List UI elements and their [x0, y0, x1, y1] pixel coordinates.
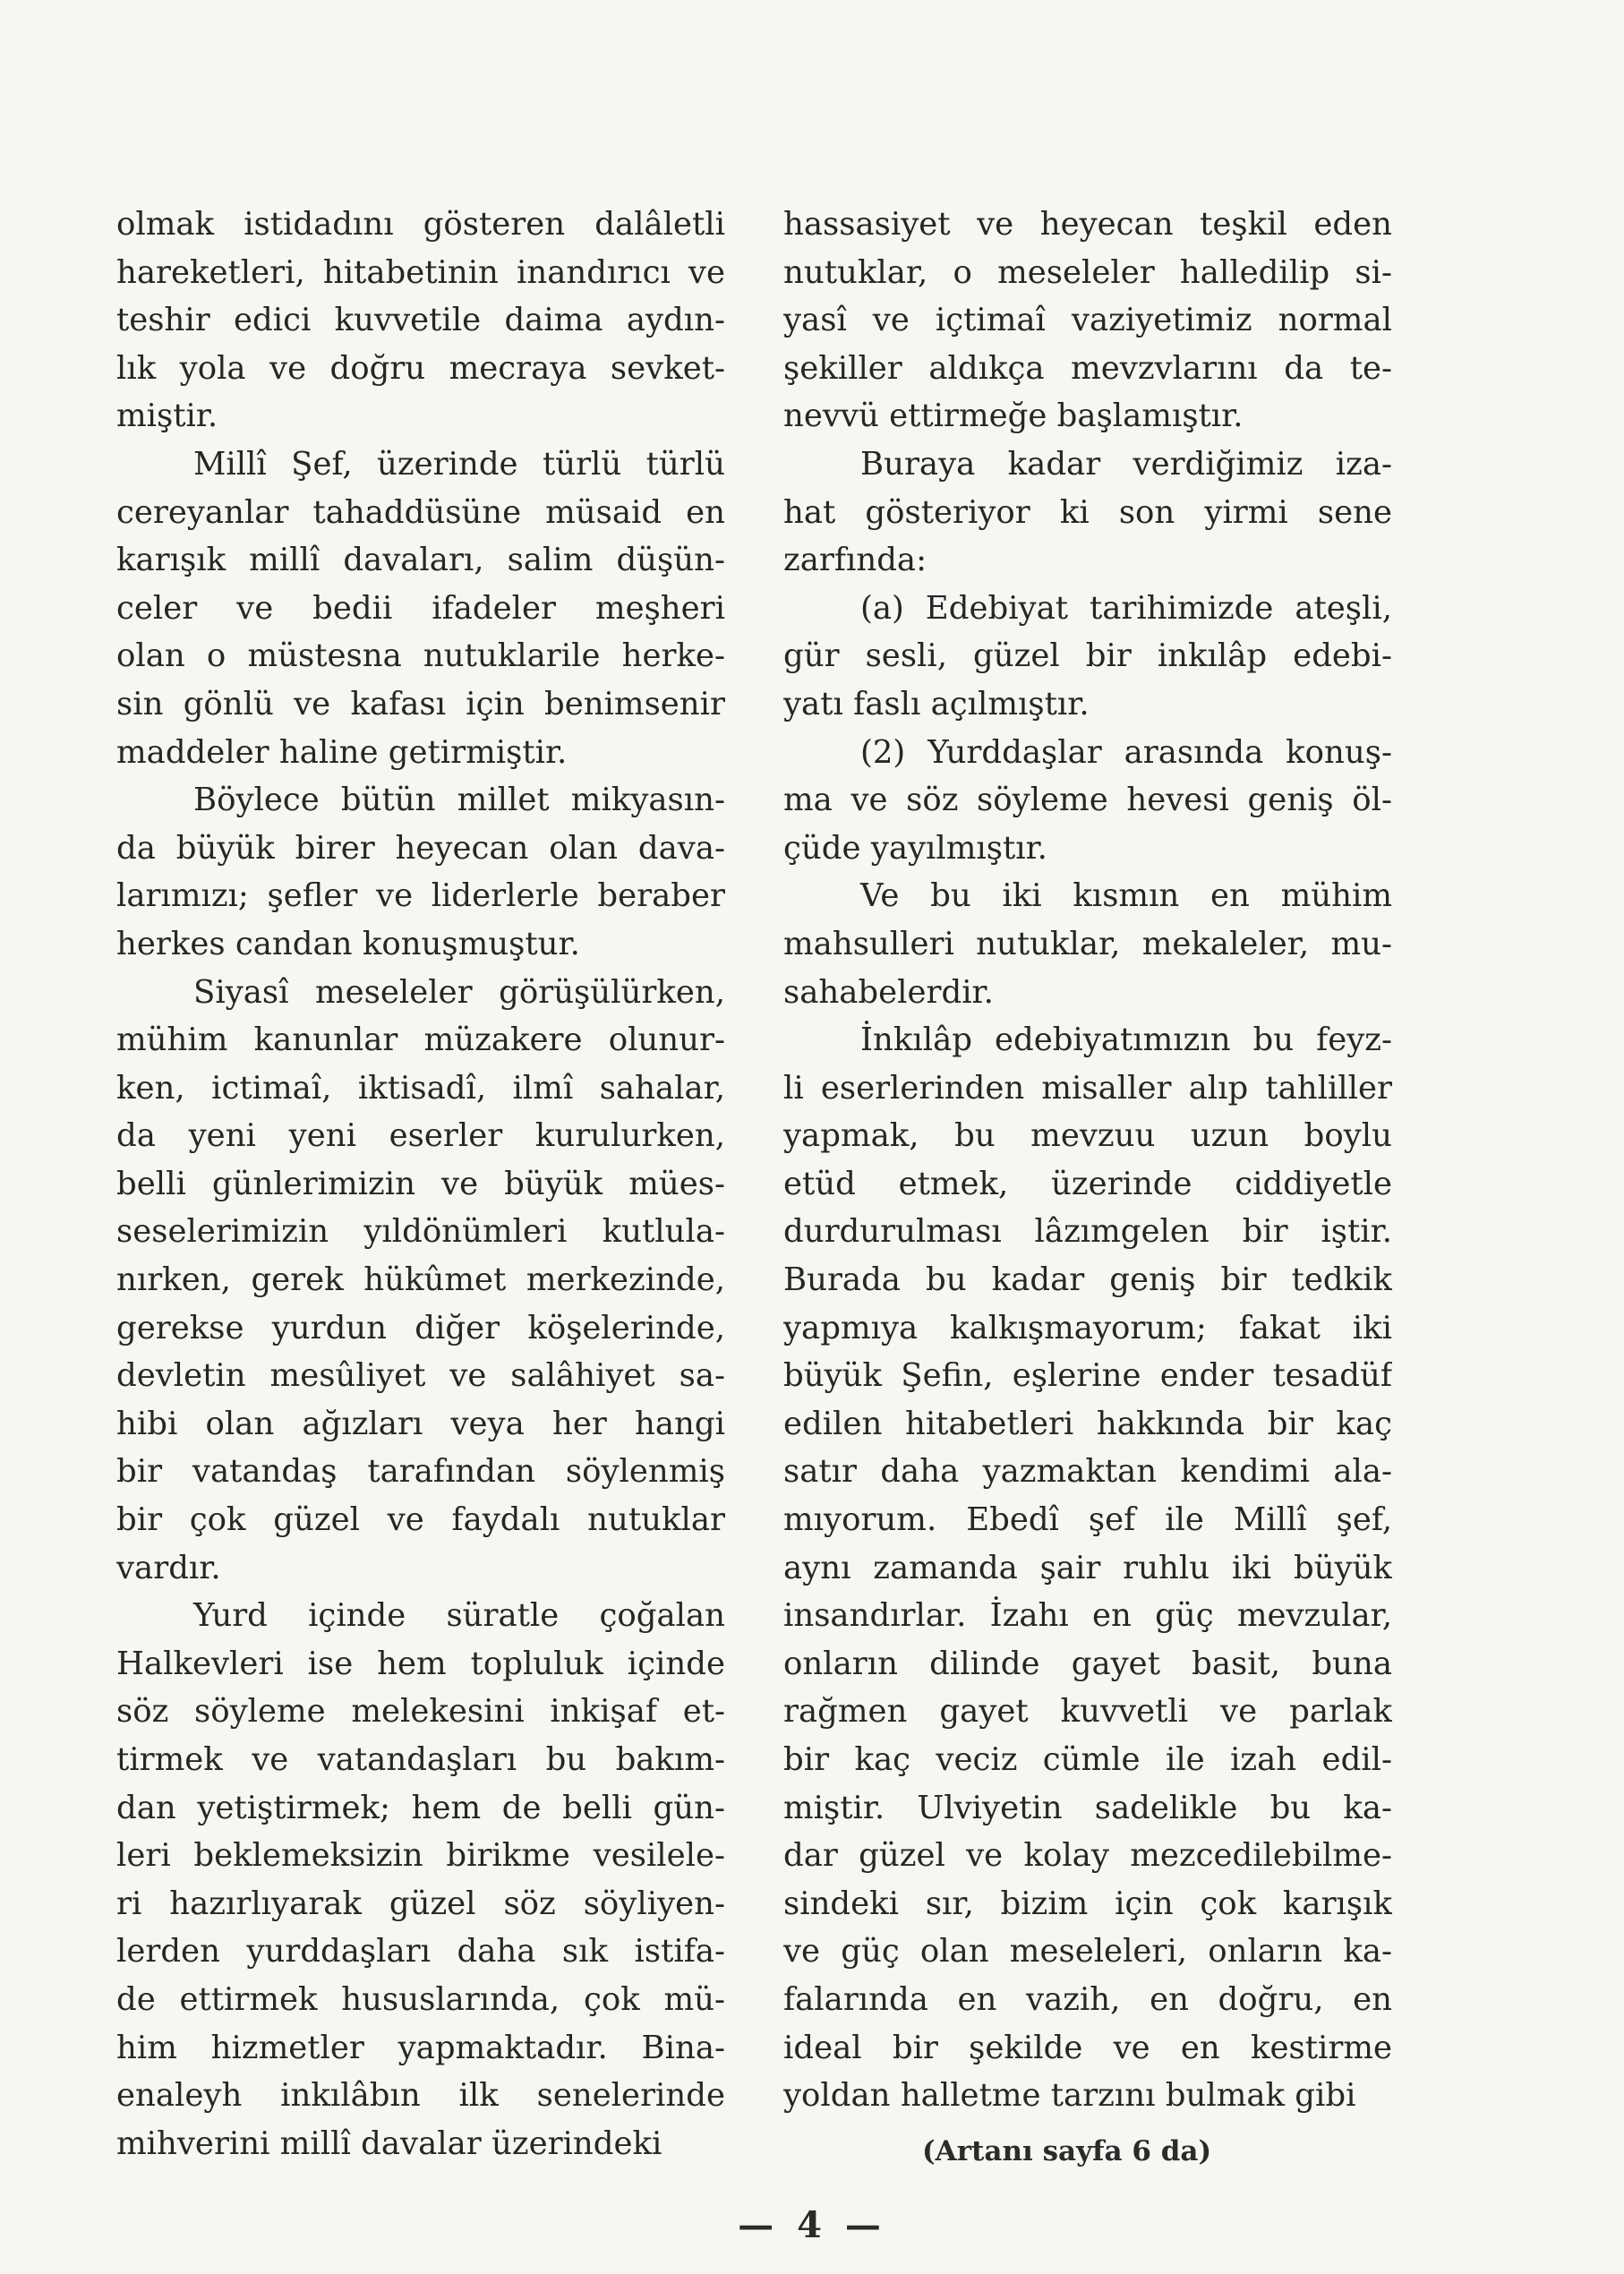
text-line: dar güzel ve kolay mezcedilebilme- [783, 1837, 1392, 1875]
text-line: olmak istidadını gösteren dalâletli [116, 206, 725, 243]
text-line: Buraya kadar verdiğimiz iza- [860, 445, 1392, 483]
text-line: devletin mesûliyet ve salâhiyet sa- [116, 1357, 725, 1395]
text-line: da yeni yeni eserler kurulurken, [116, 1117, 725, 1155]
text-line: da büyük birer heyecan olan dava- [116, 829, 725, 867]
text-line: enaleyh inkılâbın ilk senelerinde [116, 2077, 725, 2115]
text-line: satır daha yazmaktan kendimi ala- [783, 1453, 1392, 1491]
text-line: Siyasî meseleler görüşülürken, [193, 973, 725, 1011]
text-line: tirmek ve vatandaşları bu bakım- [116, 1741, 725, 1778]
text-line: belli günlerimizin ve büyük mües- [116, 1165, 725, 1202]
text-line: vardır. [116, 1549, 221, 1586]
text-line: de ettirmek hususlarında, çok mü- [116, 1980, 725, 2018]
text-line: (a) Edebiyat tarihimizde ateşli, [860, 589, 1392, 627]
text-line: li eserlerinden misaller alıp tahliller [783, 1069, 1392, 1107]
text-line: hibi olan ağızları veya her hangi [116, 1405, 725, 1442]
text-line: ri hazırlıyarak güzel söz söyliyen- [116, 1885, 725, 1922]
text-line: İnkılâp edebiyatımızın bu feyz- [860, 1022, 1392, 1059]
text-line: Halkevleri ise hem topluluk içinde [116, 1645, 725, 1682]
text-line: yatı faslı açılmıştır. [783, 685, 1090, 722]
text-line: bir kaç veciz cümle ile izah edil- [783, 1741, 1392, 1778]
text-line: onların dilinde gayet basit, buna [783, 1645, 1392, 1682]
text-line: ideal bir şekilde ve en kestirme [783, 2029, 1392, 2066]
text-line: Böylece bütün millet mikyasın- [193, 782, 725, 819]
text-line: gür sesli, güzel bir inkılâp edebi- [783, 637, 1392, 675]
text-line: şekiller aldıkça mevzvlarını da te- [783, 349, 1392, 387]
text-line: durdurulması lâzımgelen bir iştir. [783, 1213, 1392, 1251]
text-line: nırken, gerek hükûmet merkezinde, [116, 1261, 725, 1299]
text-line: karışık millî davaları, salim düşün- [116, 542, 725, 579]
text-line: him hizmetler yapmaktadır. Bina- [116, 2029, 725, 2066]
text-line: miştir. [116, 398, 218, 435]
text-line: cereyanlar tahaddüsüne müsaid en [116, 493, 725, 531]
text-line: olan o müstesna nutuklarile herke- [116, 637, 725, 675]
text-line: gerekse yurdun diğer köşelerinde, [116, 1309, 725, 1346]
text-line: çüde yayılmıştır. [783, 829, 1047, 867]
text-line: hat gösteriyor ki son yirmi sene [783, 493, 1392, 531]
text-line: mahsulleri nutuklar, mekaleler, mu- [783, 925, 1392, 962]
text-line: Yurd içinde süratle çoğalan [193, 1597, 725, 1635]
continued-note: (Artanı sayfa 6 da) [922, 2135, 1212, 2167]
text-line: mühim kanunlar müzakere olunur- [116, 1022, 725, 1059]
text-line: aynı zamanda şair ruhlu iki büyük [783, 1549, 1392, 1586]
text-line: büyük Şefin, eşlerine ender tesadüf [783, 1357, 1392, 1395]
text-line: Ve bu iki kısmın en mühim [860, 877, 1392, 915]
text-line: bir vatandaş tarafından söylenmiş [116, 1453, 725, 1491]
page-number: — 4 — [738, 2204, 886, 2246]
text-line: hassasiyet ve heyecan teşkil eden [783, 206, 1392, 243]
text-line: herkes candan konuşmuştur. [116, 925, 580, 962]
text-line: maddeler haline getirmiştir. [116, 733, 568, 771]
text-line: Millî Şef, üzerinde türlü türlü [193, 445, 725, 483]
text-line: hareketleri, hitabetinin inandırıcı ve [116, 253, 725, 291]
text-line: etüd etmek, üzerinde ciddiyetle [783, 1165, 1392, 1202]
text-line: yasî ve içtimaî vaziyetimiz normal [783, 302, 1392, 339]
text-line: söz söyleme melekesini inkişaf et- [116, 1693, 725, 1731]
text-line: ken, ictimaî, iktisadî, ilmî sahalar, [116, 1069, 725, 1107]
text-line: yapmıya kalkışmayorum; fakat iki [783, 1309, 1392, 1346]
text-line: yoldan halletme tarzını bulmak gibi [783, 2077, 1356, 2115]
text-line: lık yola ve doğru mecraya sevket- [116, 349, 725, 387]
right-text-column [783, 201, 1392, 2120]
text-line: insandırlar. İzahı en güç mevzular, [783, 1597, 1392, 1635]
text-line: miştir. Ulviyetin sadelikle bu ka- [783, 1789, 1392, 1826]
text-line: yapmak, bu mevzuu uzun boylu [783, 1117, 1392, 1155]
text-line: larımızı; şefler ve liderlerle beraber [116, 877, 725, 915]
text-line: nevvü ettirmeğe başlamıştır. [783, 398, 1244, 435]
text-line: Burada bu kadar geniş bir tedkik [783, 1261, 1392, 1299]
text-line: bir çok güzel ve faydalı nutuklar [116, 1501, 725, 1539]
text-line: teshir edici kuvvetile daima aydın- [116, 302, 725, 339]
text-line: (2) Yurddaşlar arasında konuş- [860, 733, 1392, 771]
text-line: seselerimizin yıldönümleri kutlula- [116, 1213, 725, 1251]
text-line: ma ve söz söyleme hevesi geniş öl- [783, 782, 1392, 819]
text-line: mihverini millî davalar üzerindeki [116, 2124, 662, 2162]
text-line: lerden yurddaşları daha sık istifa- [116, 1933, 725, 1971]
text-line: falarında en vazih, en doğru, en [783, 1980, 1392, 2018]
text-line: sindeki sır, bizim için çok karışık [783, 1885, 1392, 1922]
text-line: dan yetiştirmek; hem de belli gün- [116, 1789, 725, 1826]
text-line: mıyorum. Ebedî şef ile Millî şef, [783, 1501, 1392, 1539]
text-line: leri beklemeksizin birikme vesilele- [116, 1837, 725, 1875]
text-line: nutuklar, o meseleler halledilip si- [783, 253, 1392, 291]
text-line: rağmen gayet kuvvetli ve parlak [783, 1693, 1392, 1731]
text-line: edilen hitabetleri hakkında bir kaç [783, 1405, 1392, 1442]
text-line: ve güç olan meseleleri, onların ka- [783, 1933, 1392, 1971]
text-line: sahabelerdir. [783, 973, 994, 1011]
text-line: zarfında: [783, 542, 927, 579]
left-text-column [116, 201, 725, 2167]
text-line: celer ve bedii ifadeler meşheri [116, 589, 725, 627]
text-line: sin gönlü ve kafası için benimsenir [116, 685, 725, 722]
